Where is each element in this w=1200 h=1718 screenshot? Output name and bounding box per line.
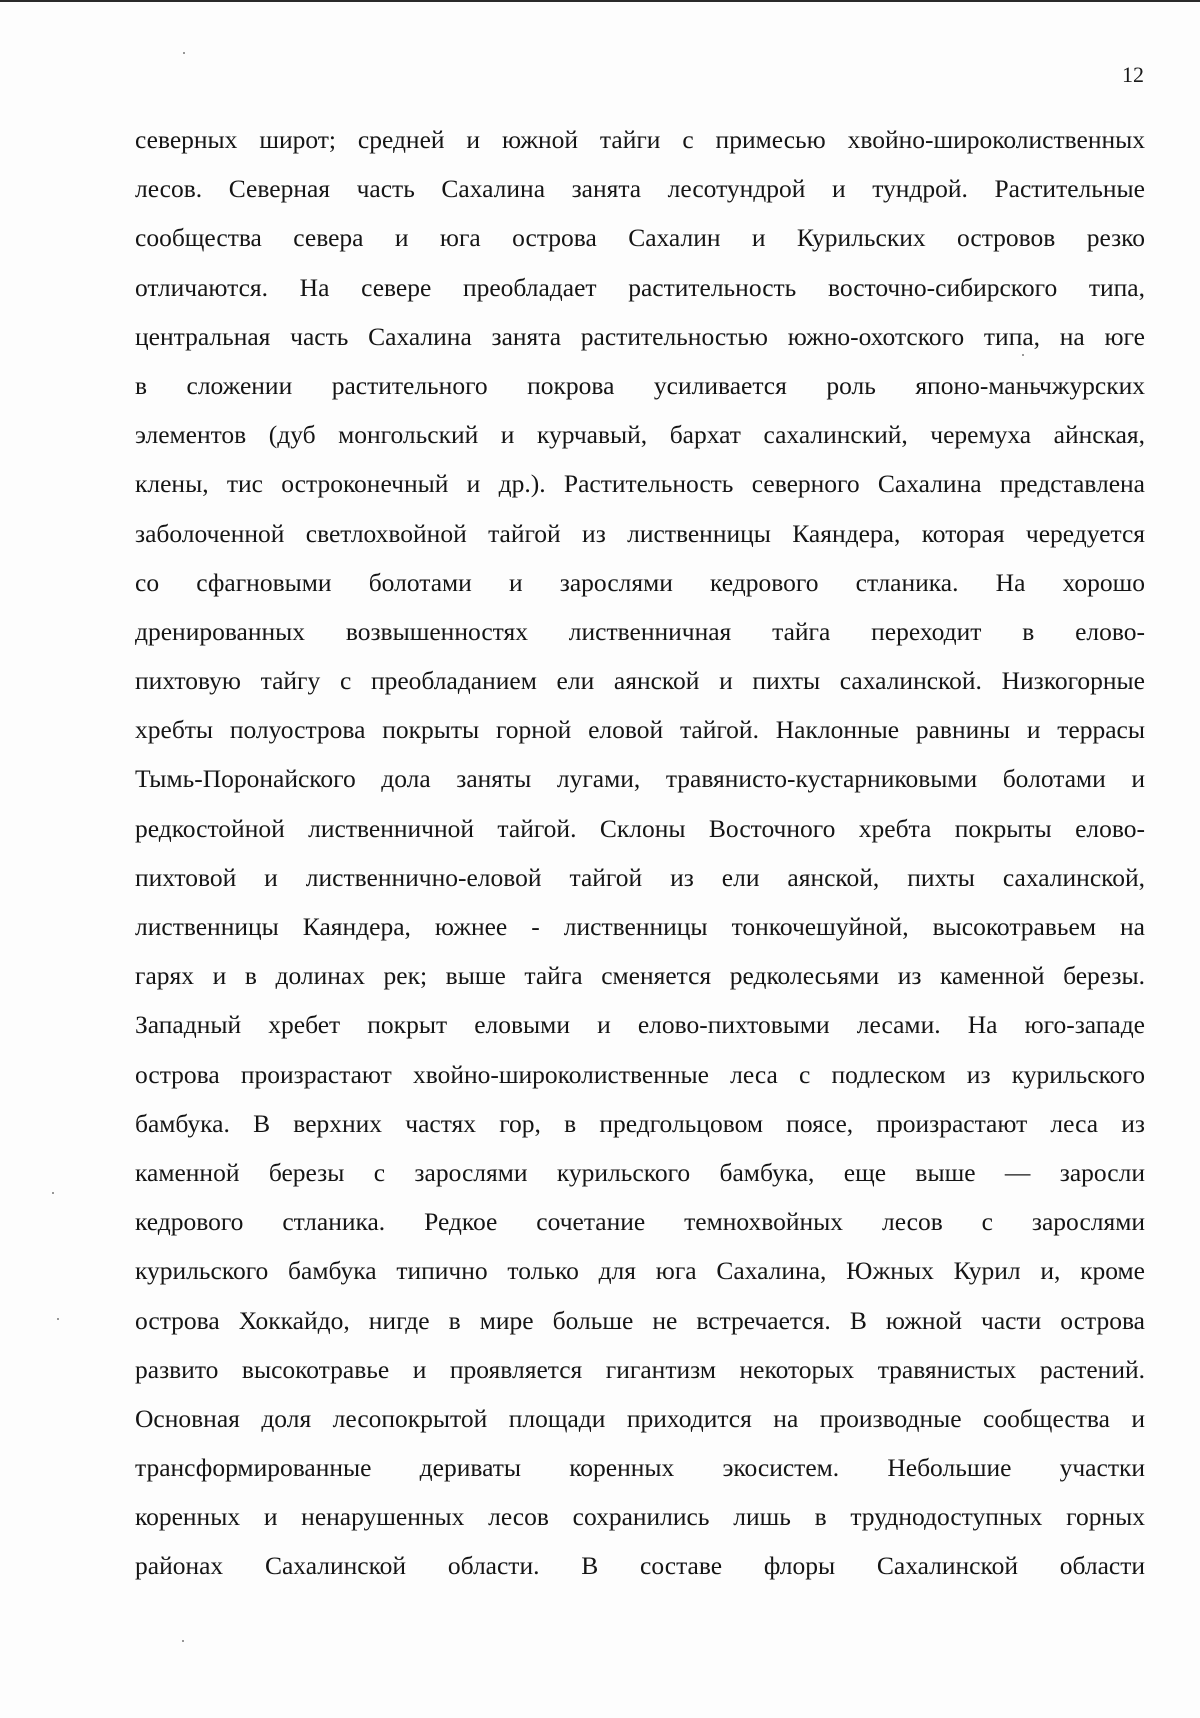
scan-speck xyxy=(183,52,185,54)
text-line: острова Хоккайдо, нигде в мире больше не встречается. В южной части острова xyxy=(135,1305,1145,1335)
text-line: Западный хребет покрыт еловыми и елово-пихтовыми лесами. На юго-западе xyxy=(135,1010,1145,1040)
text-line: гарях и в долинах рек; выше тайга сменяется редколесьями из каменной березы. xyxy=(135,961,1145,991)
text-line: пихтовую тайгу с преобладанием ели аянской и пихты сахалинской. Низкогорные xyxy=(135,666,1145,696)
text-line: клены, тис остроконечный и др.). Растительность северного Сахалина представлена xyxy=(135,469,1145,499)
text-line: острова произрастают хвойно-широколиственные леса с подлеском из курильского xyxy=(135,1059,1145,1089)
text-line: трансформированные дериваты коренных экосистем. Небольшие участки xyxy=(135,1453,1145,1483)
text-line: элементов (дуб монгольский и курчавый, бархат сахалинский, черемуха айнская, xyxy=(135,420,1145,450)
scan-speck xyxy=(1022,354,1024,356)
text-line: пихтовой и лиственнично-еловой тайгой из ели аянской, пихты сахалинской, xyxy=(135,862,1145,892)
text-line: курильского бамбука типично только для юга Сахалина, Южных Курил и, кроме xyxy=(135,1256,1145,1286)
text-line: лиственницы Каяндера, южнее - лиственницы тонкочешуйной, высокотравьем на xyxy=(135,912,1145,941)
text-line: со сфагновыми болотами и зарослями кедрового стланика. На хорошо xyxy=(135,567,1145,597)
text-line: коренных и ненарушенных лесов сохранились лишь в труднодоступных горных xyxy=(135,1502,1145,1532)
scan-speck xyxy=(182,1640,184,1642)
text-line: Тымь-Поронайского дола заняты лугами, травянисто-кустарниковыми болотами и xyxy=(135,764,1145,794)
text-line: каменной березы с зарослями курильского бамбука, еще выше — заросли xyxy=(135,1157,1145,1187)
text-line: сообщества севера и юга острова Сахалин и Курильских островов резко xyxy=(135,223,1145,253)
top-edge-rule xyxy=(0,0,1200,2)
text-line: хребты полуострова покрыты горной еловой тайгой. Наклонные равнины и террасы xyxy=(135,715,1145,745)
text-line: кедрового стланика. Редкое сочетание темнохвойных лесов с зарослями xyxy=(135,1207,1145,1237)
page-number: 12 xyxy=(1122,62,1144,87)
text-line: районах Сахалинской области. В составе флоры Сахалинской области xyxy=(135,1551,1145,1581)
text-line: бамбука. В верхних частях гор, в предгольцовом поясе, произрастают леса из xyxy=(135,1108,1145,1138)
text-line: дренированных возвышенностях лиственничная тайга переходит в елово- xyxy=(135,616,1145,646)
text-line: развито высокотравье и проявляется гигантизм некоторых травянистых растений. xyxy=(135,1354,1145,1384)
text-line: центральная часть Сахалина занята растительностью южно-охотского типа, на юге xyxy=(135,321,1145,351)
text-line: редкостойной лиственничной тайгой. Склоны Восточного хребта покрыты елово- xyxy=(135,813,1145,843)
text-line: в сложении растительного покрова усиливается роль японо-маньчжурских xyxy=(135,370,1145,400)
text-line: заболоченной светлохвойной тайгой из лиственницы Каяндера, которая чередуется xyxy=(135,518,1145,548)
scan-speck xyxy=(52,1192,54,1194)
text-line: лесов. Северная часть Сахалина занята лесотундрой и тундрой. Растительные xyxy=(135,174,1145,204)
body-paragraph xyxy=(135,115,1145,1591)
text-line: отличаются. На севере преобладает растительность восточно-сибирского типа, xyxy=(135,272,1145,302)
text-line: северных широт; средней и южной тайги с примесью хвойно-широколиственных xyxy=(135,125,1145,154)
scan-speck xyxy=(57,1318,59,1320)
text-line: Основная доля лесопокрытой площади приходится на производные сообщества и xyxy=(135,1403,1145,1433)
